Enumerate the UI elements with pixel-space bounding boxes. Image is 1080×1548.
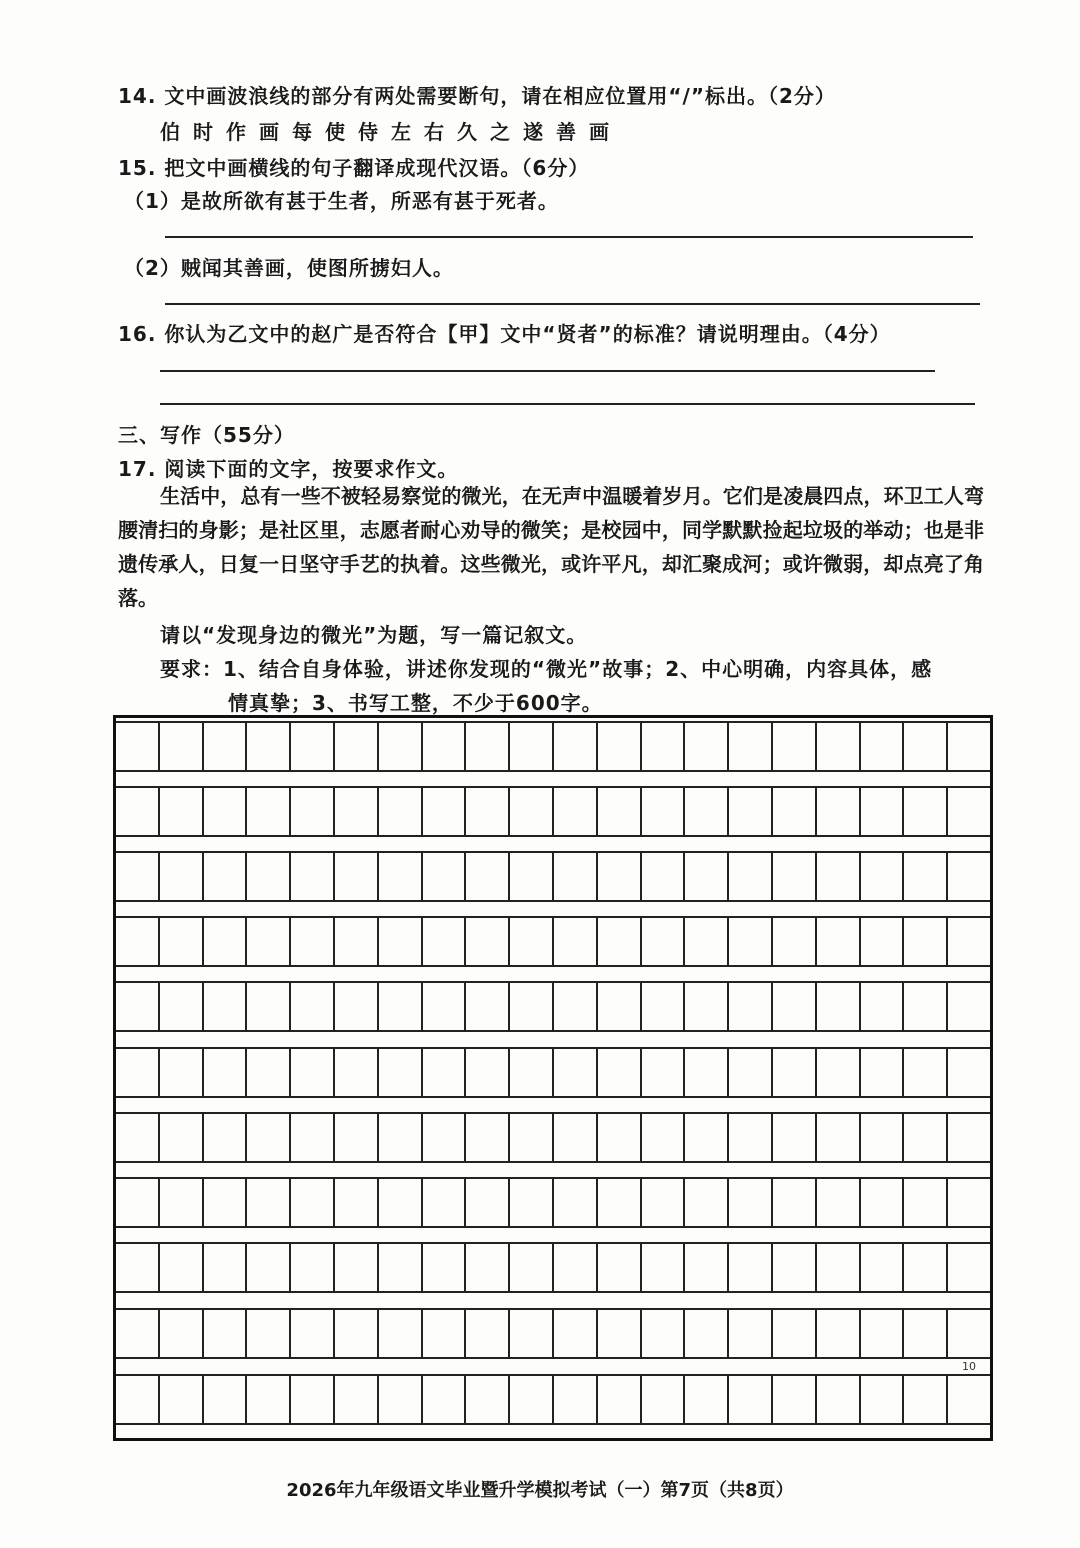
word-count-mark: 10: [962, 1360, 976, 1373]
grid-cell[interactable]: [333, 788, 377, 835]
grid-cell[interactable]: [464, 983, 508, 1030]
grid-cell[interactable]: [116, 1310, 158, 1357]
grid-cell[interactable]: [333, 1179, 377, 1226]
grid-cell[interactable]: [508, 1114, 552, 1161]
question-17: [118, 453, 458, 482]
grid-cell[interactable]: [902, 1310, 946, 1357]
grid-cell[interactable]: [596, 788, 640, 835]
grid-cell[interactable]: [421, 1376, 465, 1423]
grid-cell[interactable]: [377, 1179, 421, 1226]
question-17-requirements-2: 情真挚；3、书写工整，不少于600字。: [228, 691, 603, 715]
grid-cell[interactable]: [464, 723, 508, 770]
grid-cell[interactable]: [552, 1179, 596, 1226]
grid-row: [116, 1242, 990, 1293]
grid-cell[interactable]: [202, 1310, 246, 1357]
grid-row: [116, 1112, 990, 1163]
grid-cell[interactable]: [508, 788, 552, 835]
grid-cell[interactable]: [815, 1376, 859, 1423]
grid-cell[interactable]: [683, 1049, 727, 1096]
grid-cell[interactable]: [116, 1244, 158, 1291]
grid-cell[interactable]: [552, 983, 596, 1030]
grid-cell[interactable]: [202, 983, 246, 1030]
grid-cell[interactable]: [333, 1244, 377, 1291]
grid-cell[interactable]: [552, 1310, 596, 1357]
grid-cell[interactable]: [333, 723, 377, 770]
grid-cell[interactable]: [158, 983, 202, 1030]
grid-row: [116, 916, 990, 967]
grid-cell[interactable]: [508, 918, 552, 965]
grid-cell[interactable]: [289, 1244, 333, 1291]
question-17-number: 17.: [118, 457, 157, 481]
grid-cell[interactable]: [245, 1244, 289, 1291]
grid-cell[interactable]: [727, 1244, 771, 1291]
grid-cell[interactable]: [245, 1376, 289, 1423]
grid-cell[interactable]: [245, 1179, 289, 1226]
grid-cell[interactable]: [202, 1244, 246, 1291]
grid-cell[interactable]: [902, 853, 946, 900]
grid-cell[interactable]: [464, 1244, 508, 1291]
question-16: [118, 318, 891, 347]
grid-cell[interactable]: [464, 1376, 508, 1423]
grid-cell[interactable]: [508, 1244, 552, 1291]
grid-cell[interactable]: [202, 788, 246, 835]
grid-cell[interactable]: [727, 1179, 771, 1226]
grid-cell[interactable]: [377, 1114, 421, 1161]
grid-cell[interactable]: [640, 1310, 684, 1357]
grid-cell[interactable]: [946, 1244, 990, 1291]
grid-cell[interactable]: [815, 1244, 859, 1291]
grid-cell[interactable]: [902, 983, 946, 1030]
grid-cell[interactable]: [727, 788, 771, 835]
grid-cell[interactable]: [683, 983, 727, 1030]
grid-cell[interactable]: [333, 1376, 377, 1423]
grid-cell[interactable]: [640, 1376, 684, 1423]
grid-cell[interactable]: [859, 1244, 903, 1291]
grid-cell[interactable]: [116, 1179, 158, 1226]
grid-cell[interactable]: [421, 983, 465, 1030]
grid-cell[interactable]: [377, 918, 421, 965]
grid-cell[interactable]: [333, 918, 377, 965]
grid-cell[interactable]: [946, 723, 990, 770]
grid-cell[interactable]: [508, 1310, 552, 1357]
grid-cell[interactable]: [116, 1114, 158, 1161]
grid-cell[interactable]: [727, 1114, 771, 1161]
grid-cell[interactable]: [902, 723, 946, 770]
question-15-sentence-1: （1）是故所欲有甚于生者，所恶有甚于死者。: [124, 189, 559, 213]
grid-cell[interactable]: [377, 983, 421, 1030]
grid-cell[interactable]: [245, 1114, 289, 1161]
grid-cell[interactable]: [464, 1310, 508, 1357]
grid-cell[interactable]: [508, 1179, 552, 1226]
grid-cell[interactable]: [859, 1376, 903, 1423]
grid-cell[interactable]: [158, 1179, 202, 1226]
grid-cell[interactable]: [902, 918, 946, 965]
grid-cell[interactable]: [116, 788, 158, 835]
question-15: [118, 152, 589, 181]
grid-row: [116, 851, 990, 902]
grid-cell[interactable]: [552, 918, 596, 965]
grid-cell[interactable]: [771, 853, 815, 900]
grid-cell[interactable]: [245, 1310, 289, 1357]
grid-cell[interactable]: [377, 1244, 421, 1291]
grid-cell[interactable]: [245, 1049, 289, 1096]
grid-cell[interactable]: [508, 1049, 552, 1096]
grid-cell[interactable]: [116, 918, 158, 965]
grid-cell[interactable]: [946, 983, 990, 1030]
answer-line-16-2[interactable]: [160, 403, 975, 405]
grid-cell[interactable]: [771, 1376, 815, 1423]
question-16-number: 16.: [118, 322, 157, 346]
grid-cell[interactable]: [508, 853, 552, 900]
question-14-number: 14.: [118, 84, 157, 108]
grid-cell[interactable]: [815, 1049, 859, 1096]
grid-cell[interactable]: [464, 1179, 508, 1226]
grid-cell[interactable]: [640, 1179, 684, 1226]
grid-cell[interactable]: [158, 1376, 202, 1423]
question-14: [118, 80, 836, 109]
grid-cell[interactable]: [859, 918, 903, 965]
grid-cell[interactable]: [464, 1049, 508, 1096]
grid-cell[interactable]: [508, 723, 552, 770]
grid-cell[interactable]: [640, 788, 684, 835]
grid-cell[interactable]: [245, 723, 289, 770]
question-17-prompt: 请以“发现身边的微光”为题，写一篇记叙文。: [160, 623, 588, 647]
grid-cell[interactable]: [245, 853, 289, 900]
grid-cell[interactable]: [683, 1244, 727, 1291]
grid-cell[interactable]: [859, 1310, 903, 1357]
grid-cell[interactable]: [771, 918, 815, 965]
grid-cell[interactable]: [421, 1114, 465, 1161]
section-3-title: 三、写作（55分）: [118, 423, 295, 447]
grid-cell[interactable]: [596, 1114, 640, 1161]
grid-cell[interactable]: [902, 1049, 946, 1096]
grid-cell[interactable]: [771, 1244, 815, 1291]
grid-cell[interactable]: [202, 1114, 246, 1161]
grid-cell[interactable]: [727, 1049, 771, 1096]
grid-cell[interactable]: [158, 723, 202, 770]
grid-cell[interactable]: [815, 918, 859, 965]
answer-line-15-2[interactable]: [165, 303, 980, 305]
grid-cell[interactable]: [552, 788, 596, 835]
grid-cell[interactable]: [640, 853, 684, 900]
grid-cell[interactable]: [683, 788, 727, 835]
question-14-text: 文中画波浪线的部分有两处需要断句，请在相应位置用“/”标出。（2分）: [164, 84, 836, 108]
grid-cell[interactable]: [640, 1244, 684, 1291]
grid-cell[interactable]: [859, 723, 903, 770]
grid-cell[interactable]: [683, 1179, 727, 1226]
grid-cell[interactable]: [596, 1244, 640, 1291]
grid-cell[interactable]: [333, 983, 377, 1030]
grid-cell[interactable]: [683, 918, 727, 965]
grid-cell[interactable]: [946, 1049, 990, 1096]
grid-cell[interactable]: [421, 788, 465, 835]
grid-cell[interactable]: [289, 1310, 333, 1357]
grid-cell[interactable]: [377, 723, 421, 770]
grid-cell[interactable]: [902, 1114, 946, 1161]
grid-cell[interactable]: [116, 1049, 158, 1096]
grid-cell[interactable]: [727, 918, 771, 965]
grid-cell[interactable]: [552, 1049, 596, 1096]
grid-cell[interactable]: [289, 1049, 333, 1096]
grid-cell[interactable]: [815, 1310, 859, 1357]
grid-cell[interactable]: [771, 1179, 815, 1226]
grid-cell[interactable]: [596, 1179, 640, 1226]
grid-cell[interactable]: [202, 853, 246, 900]
grid-cell[interactable]: [158, 1244, 202, 1291]
grid-cell[interactable]: [158, 853, 202, 900]
grid-cell[interactable]: [946, 1376, 990, 1423]
grid-cell[interactable]: [377, 1376, 421, 1423]
grid-cell[interactable]: [683, 723, 727, 770]
grid-cell[interactable]: [596, 918, 640, 965]
grid-cell[interactable]: [508, 1376, 552, 1423]
grid-cell[interactable]: [683, 1376, 727, 1423]
grid-cell[interactable]: [859, 983, 903, 1030]
grid-cell[interactable]: [245, 918, 289, 965]
grid-cell[interactable]: [333, 1049, 377, 1096]
question-16-text: 你认为乙文中的赵广是否符合【甲】文中“贤者”的标准？请说明理由。（4分）: [164, 322, 891, 346]
grid-cell[interactable]: [902, 1179, 946, 1226]
grid-cell[interactable]: [377, 788, 421, 835]
grid-cell[interactable]: [289, 1114, 333, 1161]
grid-cell[interactable]: [333, 1310, 377, 1357]
grid-cell[interactable]: [946, 1114, 990, 1161]
page-footer: 2026年九年级语文毕业暨升学模拟考试（一）第7页（共8页）: [286, 1480, 794, 1501]
grid-cell[interactable]: [946, 1179, 990, 1226]
grid-cell[interactable]: [859, 1114, 903, 1161]
grid-cell[interactable]: [771, 1310, 815, 1357]
grid-cell[interactable]: [158, 1049, 202, 1096]
grid-cell[interactable]: [727, 983, 771, 1030]
grid-cell[interactable]: [771, 1114, 815, 1161]
grid-cell[interactable]: [333, 1114, 377, 1161]
grid-cell[interactable]: [552, 1376, 596, 1423]
grid-row: [116, 721, 990, 772]
grid-cell[interactable]: [552, 1244, 596, 1291]
grid-cell[interactable]: [771, 1049, 815, 1096]
grid-cell[interactable]: [421, 1179, 465, 1226]
grid-cell[interactable]: [333, 853, 377, 900]
grid-cell[interactable]: [683, 1114, 727, 1161]
grid-row: [116, 981, 990, 1032]
grid-cell[interactable]: [377, 853, 421, 900]
grid-cell[interactable]: [289, 788, 333, 835]
grid-cell[interactable]: [946, 788, 990, 835]
grid-cell[interactable]: [771, 723, 815, 770]
grid-cell[interactable]: [815, 983, 859, 1030]
grid-cell[interactable]: [377, 1049, 421, 1096]
grid-cell[interactable]: [245, 983, 289, 1030]
grid-cell[interactable]: [289, 1376, 333, 1423]
grid-cell[interactable]: [727, 853, 771, 900]
grid-cell[interactable]: [596, 1049, 640, 1096]
grid-cell[interactable]: [815, 1114, 859, 1161]
grid-cell[interactable]: [815, 723, 859, 770]
question-17-text: 阅读下面的文字，按要求作文。: [164, 457, 459, 481]
grid-cell[interactable]: [727, 1376, 771, 1423]
grid-cell[interactable]: [421, 918, 465, 965]
grid-cell[interactable]: [158, 1114, 202, 1161]
question-15-number: 15.: [118, 156, 157, 180]
grid-cell[interactable]: [116, 723, 158, 770]
grid-cell[interactable]: [421, 1049, 465, 1096]
grid-row: [116, 1177, 990, 1228]
grid-cell[interactable]: [902, 1376, 946, 1423]
grid-cell[interactable]: [946, 853, 990, 900]
grid-cell[interactable]: [640, 723, 684, 770]
answer-line-15-1[interactable]: [165, 236, 973, 238]
grid-cell[interactable]: [727, 1310, 771, 1357]
grid-row: [116, 1308, 990, 1359]
grid-cell[interactable]: [508, 983, 552, 1030]
grid-cell[interactable]: [596, 853, 640, 900]
grid-cell[interactable]: [552, 1114, 596, 1161]
grid-cell[interactable]: [421, 723, 465, 770]
grid-cell[interactable]: [289, 1179, 333, 1226]
grid-cell[interactable]: [552, 853, 596, 900]
grid-cell[interactable]: [902, 788, 946, 835]
grid-cell[interactable]: [245, 788, 289, 835]
grid-cell[interactable]: [596, 983, 640, 1030]
grid-cell[interactable]: [421, 1310, 465, 1357]
question-15-text: 把文中画横线的句子翻译成现代汉语。（6分）: [164, 156, 590, 180]
grid-cell[interactable]: [158, 788, 202, 835]
grid-cell[interactable]: [464, 853, 508, 900]
grid-cell[interactable]: [727, 723, 771, 770]
grid-cell[interactable]: [552, 723, 596, 770]
grid-cell[interactable]: [158, 918, 202, 965]
grid-cell[interactable]: [289, 723, 333, 770]
grid-cell[interactable]: [202, 918, 246, 965]
grid-cell[interactable]: [202, 1049, 246, 1096]
grid-cell[interactable]: [683, 853, 727, 900]
grid-cell[interactable]: [946, 1310, 990, 1357]
grid-cell[interactable]: [202, 723, 246, 770]
grid-cell[interactable]: [289, 918, 333, 965]
grid-cell[interactable]: [202, 1376, 246, 1423]
grid-cell[interactable]: [421, 853, 465, 900]
grid-cell[interactable]: [683, 1310, 727, 1357]
grid-cell[interactable]: [771, 788, 815, 835]
grid-cell[interactable]: [464, 788, 508, 835]
grid-cell[interactable]: [859, 1179, 903, 1226]
composition-grid[interactable]: [113, 715, 993, 1441]
grid-cell[interactable]: [640, 1049, 684, 1096]
grid-cell[interactable]: [640, 918, 684, 965]
grid-row: [116, 1047, 990, 1098]
question-17-material: 生活中，总有一些不被轻易察觉的微光，在无声中温暖着岁月。它们是凌晨四点，环卫工人弯腰清扫的身影；是社区里，志愿者耐心劝导的微笑；是校园中，同学默默捡起垃圾的举动；也是非遗传承人，日复一日坚守手艺的执着。这些微光，或许平凡，却汇聚成河；或许微弱，却点亮了角落。: [118, 484, 984, 610]
grid-cell[interactable]: [202, 1179, 246, 1226]
grid-cell[interactable]: [116, 983, 158, 1030]
grid-cell[interactable]: [815, 853, 859, 900]
question-15-sentence-2: （2）贼闻其善画，使图所掳妇人。: [124, 256, 454, 280]
grid-cell[interactable]: [464, 918, 508, 965]
grid-cell[interactable]: [289, 983, 333, 1030]
grid-cell[interactable]: [859, 853, 903, 900]
grid-cell[interactable]: [158, 1310, 202, 1357]
grid-cell[interactable]: [902, 1244, 946, 1291]
grid-cell[interactable]: [289, 853, 333, 900]
grid-row: [116, 786, 990, 837]
question-14-passage: 伯时作画每使侍左右久之遂善画: [160, 120, 622, 144]
grid-cell[interactable]: [859, 1049, 903, 1096]
grid-cell[interactable]: [464, 1114, 508, 1161]
grid-cell[interactable]: [421, 1244, 465, 1291]
grid-cell[interactable]: [596, 723, 640, 770]
grid-cell[interactable]: [640, 1114, 684, 1161]
question-17-requirements-1: 要求：1、结合自身体验，讲述你发现的“微光”故事；2、中心明确，内容具体，感: [160, 657, 933, 681]
grid-row: [116, 1374, 990, 1425]
grid-cell[interactable]: [771, 983, 815, 1030]
grid-cell[interactable]: [377, 1310, 421, 1357]
grid-cell[interactable]: [596, 1376, 640, 1423]
grid-cell[interactable]: [116, 853, 158, 900]
answer-line-16-1[interactable]: [160, 370, 935, 372]
grid-cell[interactable]: [815, 788, 859, 835]
grid-cell[interactable]: [946, 918, 990, 965]
grid-cell[interactable]: [596, 1310, 640, 1357]
grid-cell[interactable]: [815, 1179, 859, 1226]
grid-cell[interactable]: [116, 1376, 158, 1423]
grid-cell[interactable]: [859, 788, 903, 835]
grid-cell[interactable]: [640, 983, 684, 1030]
